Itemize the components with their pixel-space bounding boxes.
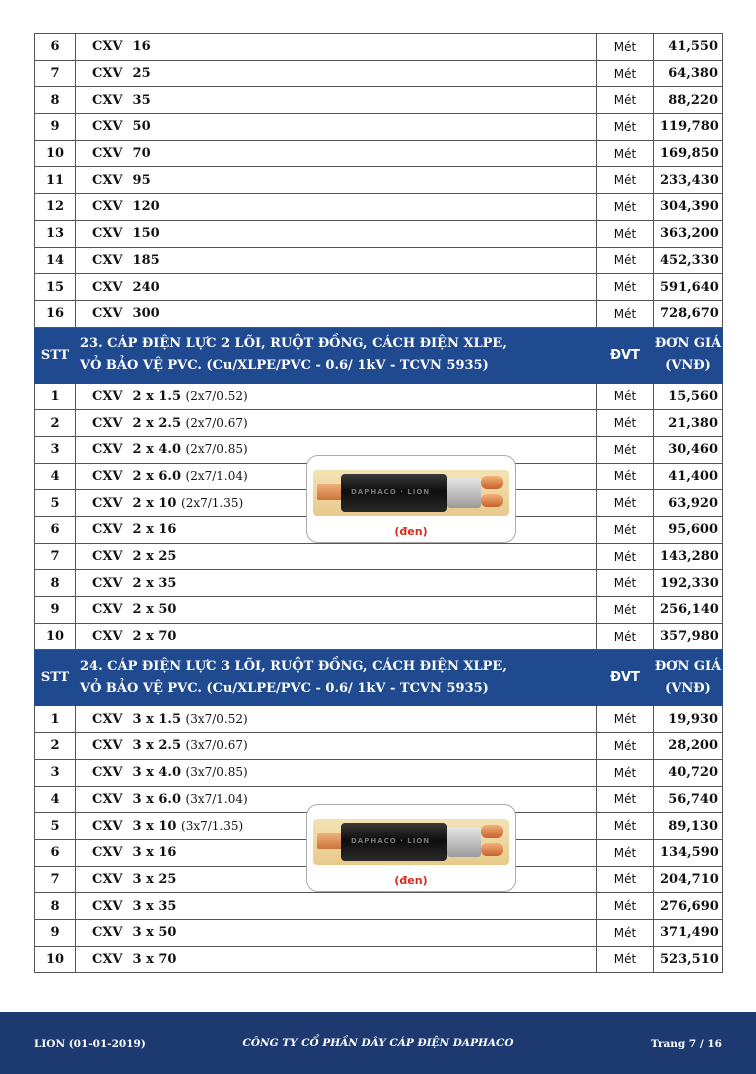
product-size: 2 x 4.0 — [132, 442, 181, 458]
unit-cell: Mét — [597, 759, 654, 786]
row-number: 7 — [35, 866, 76, 893]
cable-brand-text: DAPHACO · LION — [351, 837, 431, 846]
price-cell: 89,130 — [654, 813, 723, 840]
unit-cell: Mét — [597, 706, 654, 733]
row-number: 4 — [35, 786, 76, 813]
product-name — [76, 733, 597, 760]
price-cell: 95,600 — [654, 517, 723, 544]
unit-cell: Mét — [597, 839, 654, 866]
price-cell: 523,510 — [654, 946, 723, 973]
product-code: CXV — [92, 199, 123, 215]
product-code: CXV — [92, 711, 123, 727]
product-name — [76, 410, 597, 437]
unit-cell: Mét — [597, 87, 654, 114]
table-row — [35, 167, 723, 194]
product-code: CXV — [92, 146, 123, 162]
price-cell: 357,980 — [654, 623, 723, 650]
table-row — [35, 60, 723, 87]
price-cell: 21,380 — [654, 410, 723, 437]
product-size: 3 x 70 — [132, 951, 177, 967]
unit-cell: Mét — [597, 274, 654, 301]
row-number: 1 — [35, 383, 76, 410]
price-cell: 41,400 — [654, 463, 723, 490]
header-stt: STT — [35, 650, 76, 706]
table-row — [35, 247, 723, 274]
table-row — [35, 543, 723, 570]
row-number: 4 — [35, 463, 76, 490]
table-row — [35, 410, 723, 437]
product-code: CXV — [92, 306, 123, 322]
price-cell: 169,850 — [654, 140, 723, 167]
product-size: 2 x 10 — [132, 495, 177, 511]
section-title-line2: VỎ BẢO VỆ PVC. (Cu/XLPE/PVC - 0.6/ 1kV - TCVN 5935) — [80, 358, 489, 374]
product-size: 3 x 6.0 — [132, 791, 181, 807]
product-size: 2 x 35 — [132, 575, 177, 591]
product-name — [76, 300, 597, 327]
product-code: CXV — [92, 66, 123, 82]
product-spec: (3x7/0.67) — [185, 738, 248, 753]
product-name — [76, 706, 597, 733]
product-name — [76, 893, 597, 920]
price-cell: 143,280 — [654, 543, 723, 570]
header-price-line1: ĐƠN GIÁ — [654, 658, 722, 674]
product-code: CXV — [92, 575, 123, 591]
table-row — [35, 274, 723, 301]
price-cell: 728,670 — [654, 300, 723, 327]
row-number: 9 — [35, 919, 76, 946]
product-code: CXV — [92, 119, 123, 135]
price-cell: 19,930 — [654, 706, 723, 733]
product-name — [76, 87, 597, 114]
row-number: 9 — [35, 597, 76, 624]
price-cell: 363,200 — [654, 220, 723, 247]
price-cell: 41,550 — [654, 34, 723, 61]
product-name — [76, 383, 597, 410]
row-number: 8 — [35, 570, 76, 597]
product-size: 150 — [132, 226, 160, 242]
table-row — [35, 623, 723, 650]
product-size: 95 — [132, 172, 151, 188]
product-spec: (2x7/0.67) — [185, 415, 248, 430]
price-cell: 452,330 — [654, 247, 723, 274]
section-title-line1: 23. CÁP ĐIỆN LỰC 2 LÕI, RUỘT ĐỒNG, CÁCH ĐIỆN XLPE, — [80, 336, 507, 352]
product-size: 3 x 35 — [132, 898, 177, 914]
header-unit: ĐVT — [597, 327, 654, 383]
product-code: CXV — [92, 522, 123, 538]
product-size: 70 — [132, 146, 151, 162]
product-code: CXV — [92, 495, 123, 511]
price-cell: 63,920 — [654, 490, 723, 517]
unit-cell: Mét — [597, 194, 654, 221]
product-size: 185 — [132, 252, 160, 268]
table-row — [35, 706, 723, 733]
product-size: 2 x 16 — [132, 522, 177, 538]
product-size: 3 x 16 — [132, 845, 177, 861]
row-number: 7 — [35, 60, 76, 87]
product-name — [76, 487, 597, 517]
table-row — [35, 866, 723, 893]
unit-cell: Mét — [597, 570, 654, 597]
price-cell: 134,590 — [654, 839, 723, 866]
table-row — [35, 87, 723, 114]
product-name — [76, 34, 597, 61]
product-code: CXV — [92, 39, 123, 55]
table-row — [35, 759, 723, 786]
product-size: 300 — [132, 306, 160, 322]
product-name — [76, 543, 597, 570]
product-name — [76, 759, 597, 786]
header-price-line2: (VNĐ) — [665, 680, 711, 696]
unit-cell: Mét — [597, 893, 654, 920]
table-row — [35, 893, 723, 920]
product-size: 3 x 50 — [132, 925, 177, 941]
product-name — [76, 517, 597, 544]
table-row — [35, 733, 723, 760]
unit-cell: Mét — [597, 543, 654, 570]
table-row — [35, 300, 723, 327]
cable-color-label: (đen) — [394, 874, 428, 888]
product-code: CXV — [92, 442, 123, 458]
product-name — [76, 60, 597, 87]
row-number: 3 — [35, 759, 76, 786]
product-name — [76, 247, 597, 274]
header-unit: ĐVT — [597, 650, 654, 706]
row-number: 10 — [35, 946, 76, 973]
unit-cell: Mét — [597, 247, 654, 274]
row-number: 2 — [35, 733, 76, 760]
table-row — [35, 839, 723, 866]
unit-cell: Mét — [597, 300, 654, 327]
product-code: CXV — [92, 951, 123, 967]
table-row — [35, 813, 723, 840]
price-list-page — [34, 33, 722, 973]
table-row — [35, 490, 723, 517]
unit-cell: Mét — [597, 463, 654, 490]
table-row — [35, 946, 723, 973]
header-stt: STT — [35, 327, 76, 383]
header-price — [654, 650, 723, 706]
product-code: CXV — [92, 898, 123, 914]
product-spec: (3x7/1.35) — [181, 818, 244, 833]
product-size: 2 x 50 — [132, 602, 177, 618]
table-row — [35, 140, 723, 167]
product-size: 50 — [132, 119, 151, 135]
product-code: CXV — [92, 226, 123, 242]
table-row — [35, 220, 723, 247]
product-code: CXV — [92, 818, 123, 834]
table-row — [35, 570, 723, 597]
product-name — [76, 570, 597, 597]
unit-cell: Mét — [597, 490, 654, 517]
product-name — [76, 274, 597, 301]
product-spec: (3x7/1.04) — [185, 791, 248, 806]
table-row — [35, 517, 723, 544]
product-code: CXV — [92, 415, 123, 431]
product-size: 2 x 1.5 — [132, 388, 181, 404]
row-number: 1 — [35, 706, 76, 733]
price-cell: 371,490 — [654, 919, 723, 946]
product-size: 3 x 25 — [132, 871, 177, 887]
product-code: CXV — [92, 172, 123, 188]
unit-cell: Mét — [597, 866, 654, 893]
product-size: 3 x 4.0 — [132, 765, 181, 781]
page-footer — [0, 1012, 756, 1074]
unit-cell: Mét — [597, 114, 654, 141]
product-code: CXV — [92, 765, 123, 781]
row-number: 3 — [35, 436, 76, 463]
section-header — [35, 650, 723, 706]
product-size: 25 — [132, 66, 151, 82]
price-cell: 30,460 — [654, 436, 723, 463]
header-price-line1: ĐƠN GIÁ — [654, 336, 722, 352]
price-cell: 88,220 — [654, 87, 723, 114]
row-number: 8 — [35, 87, 76, 114]
row-number: 6 — [35, 34, 76, 61]
product-name — [76, 114, 597, 141]
product-size: 2 x 2.5 — [132, 415, 181, 431]
row-number: 12 — [35, 194, 76, 221]
section-title — [76, 650, 597, 706]
price-cell: 591,640 — [654, 274, 723, 301]
product-name — [76, 919, 597, 946]
product-code: CXV — [92, 871, 123, 887]
unit-cell: Mét — [597, 383, 654, 410]
unit-cell: Mét — [597, 60, 654, 87]
row-number: 6 — [35, 839, 76, 866]
product-code: CXV — [92, 791, 123, 807]
product-size: 2 x 70 — [132, 629, 177, 645]
unit-cell: Mét — [597, 517, 654, 544]
product-code: CXV — [92, 629, 123, 645]
product-spec: (3x7/0.52) — [185, 711, 248, 726]
product-name — [76, 194, 597, 221]
table-row — [35, 114, 723, 141]
price-cell: 204,710 — [654, 866, 723, 893]
product-size: 3 x 2.5 — [132, 738, 181, 754]
product-name — [76, 597, 597, 624]
table-row — [35, 34, 723, 61]
product-name — [76, 167, 597, 194]
row-number: 7 — [35, 543, 76, 570]
price-cell: 56,740 — [654, 786, 723, 813]
product-code: CXV — [92, 468, 123, 484]
price-cell: 40,720 — [654, 759, 723, 786]
row-number: 10 — [35, 623, 76, 650]
unit-cell: Mét — [597, 220, 654, 247]
section-title-line1: 24. CÁP ĐIỆN LỰC 3 LÕI, RUỘT ĐỒNG, CÁCH ĐIỆN XLPE, — [80, 658, 507, 674]
product-code: CXV — [92, 602, 123, 618]
product-code: CXV — [92, 388, 123, 404]
product-name — [76, 946, 597, 973]
table-row — [35, 383, 723, 410]
cable-color-label: (đen) — [394, 524, 428, 538]
unit-cell: Mét — [597, 946, 654, 973]
unit-cell: Mét — [597, 436, 654, 463]
unit-cell: Mét — [597, 597, 654, 624]
unit-cell: Mét — [597, 34, 654, 61]
product-size: 240 — [132, 279, 160, 295]
product-size: 2 x 25 — [132, 549, 177, 565]
unit-cell: Mét — [597, 786, 654, 813]
product-code: CXV — [92, 549, 123, 565]
unit-cell: Mét — [597, 623, 654, 650]
price-cell: 192,330 — [654, 570, 723, 597]
row-number: 13 — [35, 220, 76, 247]
section-title — [76, 327, 597, 383]
product-name — [76, 220, 597, 247]
row-number: 16 — [35, 300, 76, 327]
product-code: CXV — [92, 92, 123, 108]
product-name — [76, 140, 597, 167]
footer-page-number: Trang 7 / 16 — [650, 1038, 722, 1050]
row-number: 2 — [35, 410, 76, 437]
product-spec: (2x7/1.35) — [181, 495, 244, 510]
footer-company: CÔNG TY CỔ PHẦN DÂY CÁP ĐIỆN DAPHACO — [242, 1037, 514, 1049]
row-number: 11 — [35, 167, 76, 194]
unit-cell: Mét — [597, 140, 654, 167]
product-code: CXV — [92, 925, 123, 941]
product-spec: (2x7/0.85) — [185, 442, 248, 457]
product-name — [76, 866, 597, 893]
row-number: 10 — [35, 140, 76, 167]
product-size: 2 x 6.0 — [132, 468, 181, 484]
product-name — [76, 623, 597, 650]
price-table — [34, 33, 723, 973]
table-row — [35, 463, 723, 490]
unit-cell: Mét — [597, 919, 654, 946]
table-row — [35, 919, 723, 946]
section-header — [35, 327, 723, 383]
product-size: 16 — [132, 39, 151, 55]
row-number: 14 — [35, 247, 76, 274]
product-spec: (2x7/0.52) — [185, 388, 248, 403]
product-code: CXV — [92, 738, 123, 754]
row-number: 8 — [35, 893, 76, 920]
product-size: 3 x 10 — [132, 818, 177, 834]
price-cell: 304,390 — [654, 194, 723, 221]
footer-version: LION (01-01-2019) — [34, 1038, 146, 1050]
cable-brand-text: DAPHACO · LION — [351, 487, 431, 496]
unit-cell: Mét — [597, 410, 654, 437]
price-cell: 256,140 — [654, 597, 723, 624]
table-row — [35, 194, 723, 221]
cable-core — [481, 476, 503, 489]
row-number: 9 — [35, 114, 76, 141]
section-title-line2: VỎ BẢO VỆ PVC. (Cu/XLPE/PVC - 0.6/ 1kV - TCVN 5935) — [80, 680, 489, 696]
row-number: 5 — [35, 490, 76, 517]
price-cell: 15,560 — [654, 383, 723, 410]
row-number: 15 — [35, 274, 76, 301]
product-size: 35 — [132, 92, 151, 108]
price-cell: 119,780 — [654, 114, 723, 141]
product-name — [76, 839, 597, 866]
header-price — [654, 327, 723, 383]
cable-core — [481, 825, 503, 838]
unit-cell: Mét — [597, 733, 654, 760]
product-code: CXV — [92, 279, 123, 295]
product-size: 3 x 1.5 — [132, 711, 181, 727]
price-cell: 28,200 — [654, 733, 723, 760]
product-size: 120 — [132, 199, 160, 215]
unit-cell: Mét — [597, 167, 654, 194]
product-spec: (3x7/0.85) — [185, 765, 248, 780]
product-code: CXV — [92, 252, 123, 268]
product-spec: (2x7/1.04) — [185, 468, 248, 483]
unit-cell: Mét — [597, 813, 654, 840]
row-number: 6 — [35, 517, 76, 544]
row-number: 5 — [35, 813, 76, 840]
price-cell: 233,430 — [654, 167, 723, 194]
product-code: CXV — [92, 845, 123, 861]
table-row — [35, 597, 723, 624]
header-price-line2: (VNĐ) — [665, 358, 711, 374]
price-cell: 64,380 — [654, 60, 723, 87]
price-cell: 276,690 — [654, 893, 723, 920]
